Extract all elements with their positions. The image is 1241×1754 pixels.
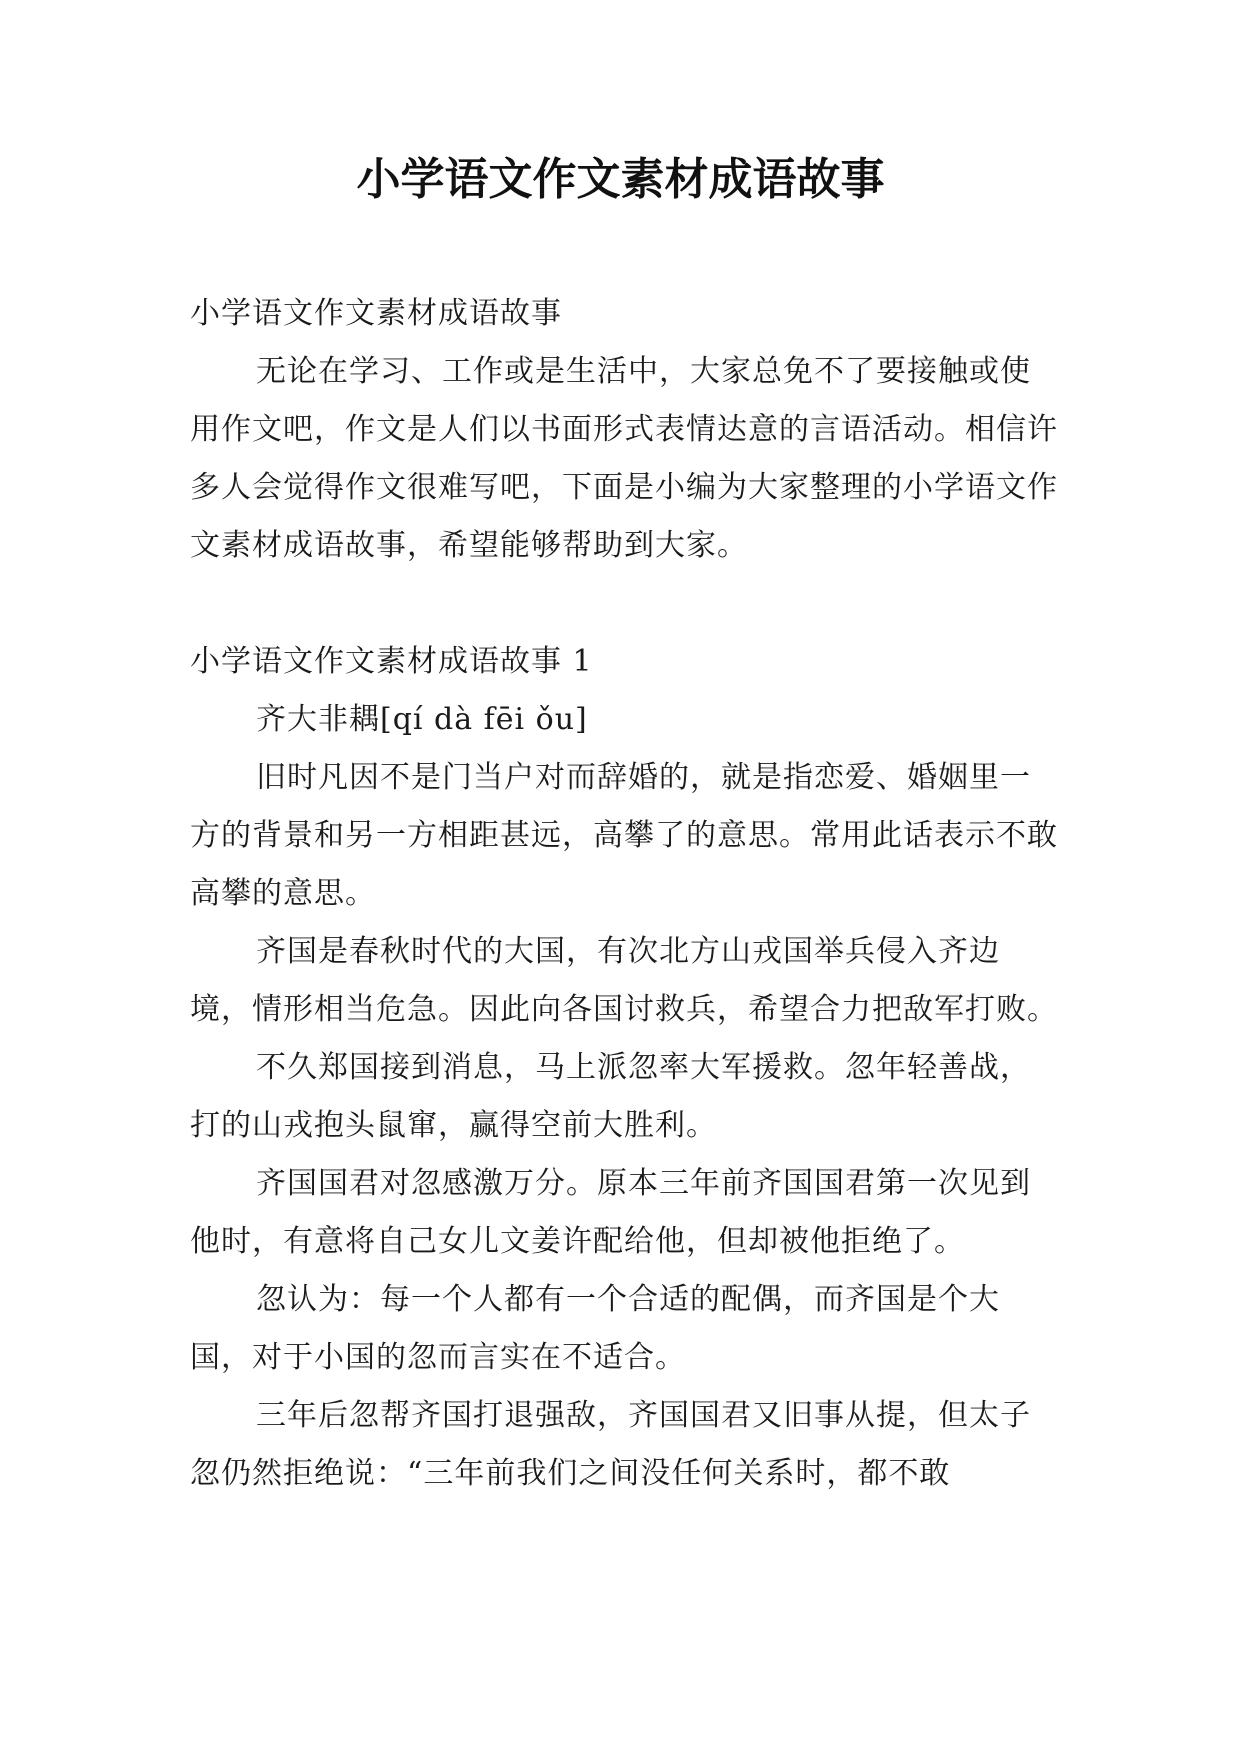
page-title: 小学语文作文素材成语故事 — [356, 154, 885, 205]
document-body — [190, 285, 1060, 1503]
paragraph-3: 不久郑国接到消息，马上派忽率大军援救。忽年轻善战，打的山戎抱头鼠窜，赢得空前大胜利。 — [190, 1050, 1031, 1143]
section-heading: 小学语文作文素材成语故事 1 — [190, 644, 593, 679]
paragraph-1: 旧时凡因不是门当户对而辞婚的，就是指恋爱、婚姻里一方的背景和另一方相距甚远，高攀了的意思。常用此话表示不敢高攀的意思。 — [190, 760, 1058, 911]
paragraph-6: 三年后忽帮齐国打退强敌，齐国国君又旧事从提，但太子忽仍然拒绝说：“三年前我们之间没任何关系时，都不敢 — [190, 1398, 1031, 1491]
document-subtitle: 小学语文作文素材成语故事 — [190, 296, 562, 331]
intro-paragraph: 无论在学习、工作或是生活中，大家总免不了要接触或使用作文吧，作文是人们以书面形式表情达意的言语活动。相信许多人会觉得作文很难写吧，下面是小编为大家整理的小学语文作文素材成语故事，希望能够帮助到大家。 — [190, 354, 1058, 563]
idiom-title: 齐大非耦[qí dà fēi ǒu] — [256, 702, 588, 737]
paragraph-5: 忽认为：每一个人都有一个合适的配偶，而齐国是个大国，对于小国的忽而言实在不适合。 — [190, 1282, 1000, 1375]
paragraph-2: 齐国是春秋时代的大国，有次北方山戎国举兵侵入齐边境，情形相当危急。因此向各国讨救兵，希望合力把敌军打败。 — [190, 934, 1058, 1027]
paragraph-4: 齐国国君对忽感激万分。原本三年前齐国国君第一次见到他时，有意将自己女儿文姜许配给他，但却被他拒绝了。 — [190, 1166, 1031, 1259]
